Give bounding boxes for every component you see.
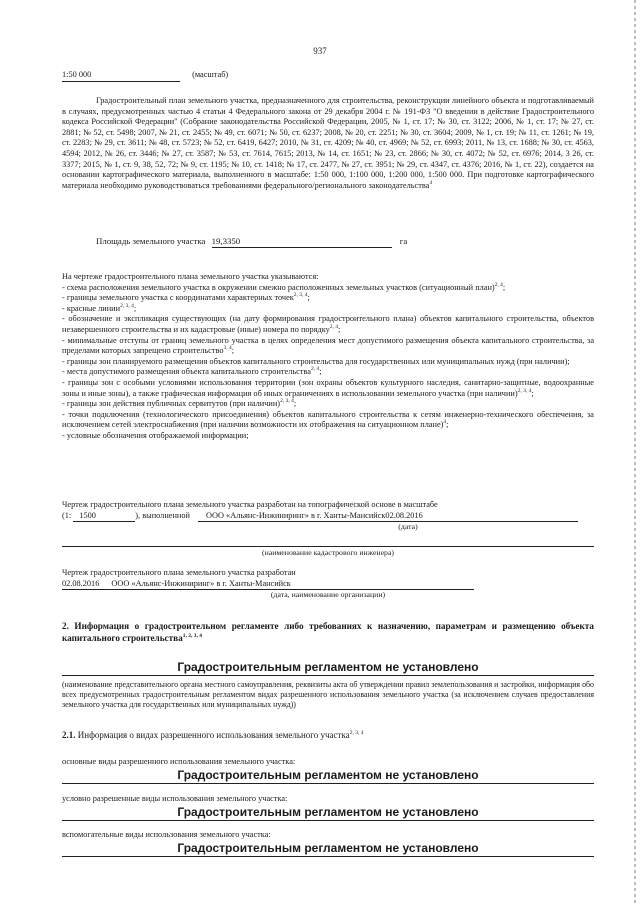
drawing-item: - границы земельного участка с координатами характерных точек$^{2, 3, 4}$; [62, 292, 310, 303]
drawing-item-footnote: 2, 4 [310, 366, 320, 373]
drawing-item: - границы зон с особыми условиями использования территории (зон охраны объектов культурного наследия, санитарно-защитные, водоохранные зоны и иные зоны), а также графическая информация об иных ограничениях в использовании земельного участка (при наличии)$^{2, 3, 4}$; [62, 377, 594, 398]
drawing-item-text: - границы земельного участка с координатами характерных точек [62, 293, 294, 303]
drawing-item-footnote: 4 [443, 419, 447, 426]
drawing-intro: На чертеже градостроительного плана земельного участка указываются: [62, 272, 319, 281]
conditional-uses-label: условно разрешенные виды использования земельного участка: [62, 794, 288, 803]
drawing-item-footnote: 2, 3, 4 [293, 292, 308, 299]
section21-number: 2.1. [62, 730, 76, 740]
drawing-item-text: - условные обозначения отображаемой информации; [62, 430, 249, 440]
drawing-item-text: - схема расположения земельного участка в окружении смежно расположенных земельных участков (ситуационный план) [62, 282, 495, 292]
area-label: Площадь земельного участка [96, 236, 206, 246]
drawing-item: - красные линии$^{2, 3, 4}$; [62, 303, 137, 313]
scale-row [62, 70, 228, 82]
developed-block [62, 568, 594, 601]
section21-heading [62, 730, 363, 741]
section2-heading [62, 620, 594, 644]
developed-line1: Чертеж градостроительного плана земельного участка разработан [62, 568, 296, 577]
section21-heading-text: Информация о видах разрешенного использования земельного участка [77, 730, 350, 740]
drawing-item-text: - места допустимого размещения объекта капитального строительства [62, 367, 311, 377]
developed-org: ООО «Альянс-Инжиниринг» в г. Ханты-Мансийск [111, 578, 291, 588]
topo-scale-prefix: (1: [62, 510, 72, 520]
drawing-items-list [62, 283, 594, 442]
drawing-item: - места допустимого размещения объекта капитального строительства$^{2, 4}$; [62, 366, 322, 377]
drawing-item-text: - границы зон планируемого размещения объектов капитального строительства для государственных или муниципальных нужд (при наличии); [62, 356, 570, 366]
drawing-item-text: - точки подключения (технологического присоединения) объектов капитального строительства к сетям инженерно-технического обеспечения, за исключением сетей электроснабжения (при наличии возможности их отображения на ситуационном плане) [62, 409, 594, 430]
topo-line1: Чертеж градостроительного плана земельного участка разработан на топографической основе в масштабе [62, 500, 438, 509]
drawing-item: - точки подключения (технологического присоединения) объектов капитального строительства к сетям инженерно-технического обеспечения, за исключением сетей электроснабжения (при наличии возможности их отображения на ситуационном плане)$^4$; [62, 409, 594, 430]
drawing-item: - минимальные отступы от границ земельного участка в целях определения мест допустимого размещения объекта капитального строительства, за пределами которых запрещено строительство$^{3, 4}$; [62, 335, 594, 356]
intro-footnote: 4 [429, 179, 433, 186]
scan-edge [634, 0, 636, 905]
drawing-item-text: - минимальные отступы от границ земельного участка в целях определения мест допустимого размещения объекта капитального строительства, за пределами которых запрещено строительство [62, 335, 594, 356]
section2-banner: Градостроительным регламентом не установлено [62, 660, 594, 676]
page-number: 937 [313, 46, 327, 56]
drawing-item-text: - границы зон действия публичных сервитутов (при наличии) [62, 399, 281, 409]
topo-scale-suffix: ), выполненной [135, 510, 190, 520]
drawing-item-footnote: 2, 4 [329, 324, 339, 331]
intro-text: Градостроительный план земельного участка, предназначенного для строительства, реконструкции линейного объекта и подготавливаемый в случаях, предусмотренных частью 4 статьи 4 Федерального закона от 29 декабря 2004 г. № 191-ФЗ "О введении в действие Градостроительного кодекса Российской Федерации" (Собрание законодательства Российской Федерации, 2005, № 1, ст. 17; № 30, ст. 3122; 2006, № 1, ст. 17; № 27, ст. 2881; № 52, ст. 5498; 2007, № 21, ст. 2455; № 49, ст. 6071; № 50, ст. 6237; 2008, № 20, ст. 2251; № 30, ст. 3604; 2009, № 1, ст. 19; № 11, ст. 1261; № 19, ст. 2283; № 29, ст. 3611; № 48, ст. 5723; № 52, ст. 6419, 6427; 2010, № 31, ст. 4209; № 40, ст. 4969; № 52, ст. 6993; 2011, № 13, ст. 1688; № 30, ст. 4563, 4594; 2012, № 26, ст. 3446; № 27, ст. 3587; № 53, ст. 7614, 7615; 2013, № 14, ст. 1651; № 23, ст. 2866; № 30, ст. 4072; № 52, ст. 6976; 2014, 3 26, ст. 3377; 2015, № 1, ст. 9, 38, 52, 72; № 9, ст. 1195; № 10, ст. 1418; № 17, ст. 2477, № 27, ст. 3951; № 29, ст. 4347, ст. 4376; 2016, № 1, ст. 22), создается на основании картографического материала, выполненного в масштабе: 1:50 000, 1:100 000, 1:200 000, 1:500 000. При подготовке картографического материала необходимо руководствоваться требованиями федерального/регионального законодательства [62, 96, 594, 190]
scale-value: 1:50 000 [62, 70, 180, 82]
drawing-item-footnote: 2, 3, 4 [120, 303, 134, 310]
area-row [96, 236, 407, 248]
topo-org: ООО «Альянс-Инжиниринг» в г. Ханты-Мансийск02.08.2016 [198, 511, 578, 523]
main-uses-banner: Градостроительным регламентом не установлено [62, 768, 594, 784]
drawing-item [62, 431, 594, 442]
topo-date-label: (дата) [398, 522, 418, 532]
drawing-item: - обозначение и экспликация существующих (на дату формирования градостроительного плана) объектов капитального строительства, объектов незавершенного строительства и их кадастровые (иные) номера по порядку$^{2, 4}$; [62, 314, 594, 334]
drawing-item: - схема расположения земельного участка в окружении смежно расположенных земельных участков (ситуационный план)$^{2, 4}$; [62, 281, 506, 292]
drawing-requirements [62, 272, 594, 442]
drawing-item-footnote: 2, 3, 4 [517, 387, 532, 394]
drawing-item-text: - границы зон с особыми условиями использования территории (зон охраны объектов культурного наследия, санитарно-защитные, водоохранные зоны и иные зоны), а также графическая информация об иных ограничениях в использовании земельного участка (при наличии) [62, 377, 594, 398]
drawing-item-footnote: 3, 4 [223, 345, 232, 352]
drawing-item-footnote: 2, 3, 4 [280, 398, 294, 405]
section2-note: (наименование представительного органа местного самоуправления, реквизиты акта об утверждении правил землепользования и застройки, информация обо всех предусмотренных градостроительным регламентом видах разрешенного использования земельного участка (за исключением случаев предоставления земельного участка для государственных или муниципальных нужд)) [62, 680, 594, 710]
drawing-item: - границы зон действия публичных сервитутов (при наличии)$^{2, 3, 4}$; [62, 398, 297, 409]
intro-paragraph [62, 96, 594, 191]
drawing-item-text: - обозначение и экспликация существующих (на дату формирования градостроительного плана) объектов капитального строительства, объектов незавершенного строительства и их кадастровые (иные) номера по порядку [62, 314, 594, 334]
auxiliary-uses-label: вспомогательные виды использования земельного участка: [62, 830, 271, 839]
section2-footnote: 1, 2, 3, 4 [182, 632, 202, 639]
developed-date: 02.08.2016 [62, 578, 100, 588]
engineer-line [62, 546, 594, 547]
section2-heading-text: 2. Информация о градостроительном регламенте либо требованиях к назначению, параметрам и размещению объекта капитального строительства [62, 621, 594, 643]
drawing-item-footnote: 2, 4 [494, 281, 503, 288]
conditional-uses-banner: Градостроительным регламентом не установлено [62, 805, 594, 821]
drawing-item [62, 357, 594, 368]
area-value: 19,3350 [211, 236, 241, 246]
topo-scale-value: 1500 [73, 511, 135, 523]
area-unit: га [399, 236, 408, 246]
topo-basis [62, 500, 594, 533]
developed-caption: (дата, наименование организации) [270, 590, 386, 600]
scale-label: (масштаб) [192, 70, 229, 79]
main-uses-label: основные виды разрешенного использования земельного участка: [62, 757, 296, 766]
engineer-label: (наименование кадастрового инженера) [261, 548, 395, 557]
auxiliary-uses-banner: Градостроительным регламентом не установлено [62, 841, 594, 857]
drawing-item-text: - красные линии [62, 303, 121, 313]
section21-footnote: 2, 3, 4 [349, 730, 364, 736]
